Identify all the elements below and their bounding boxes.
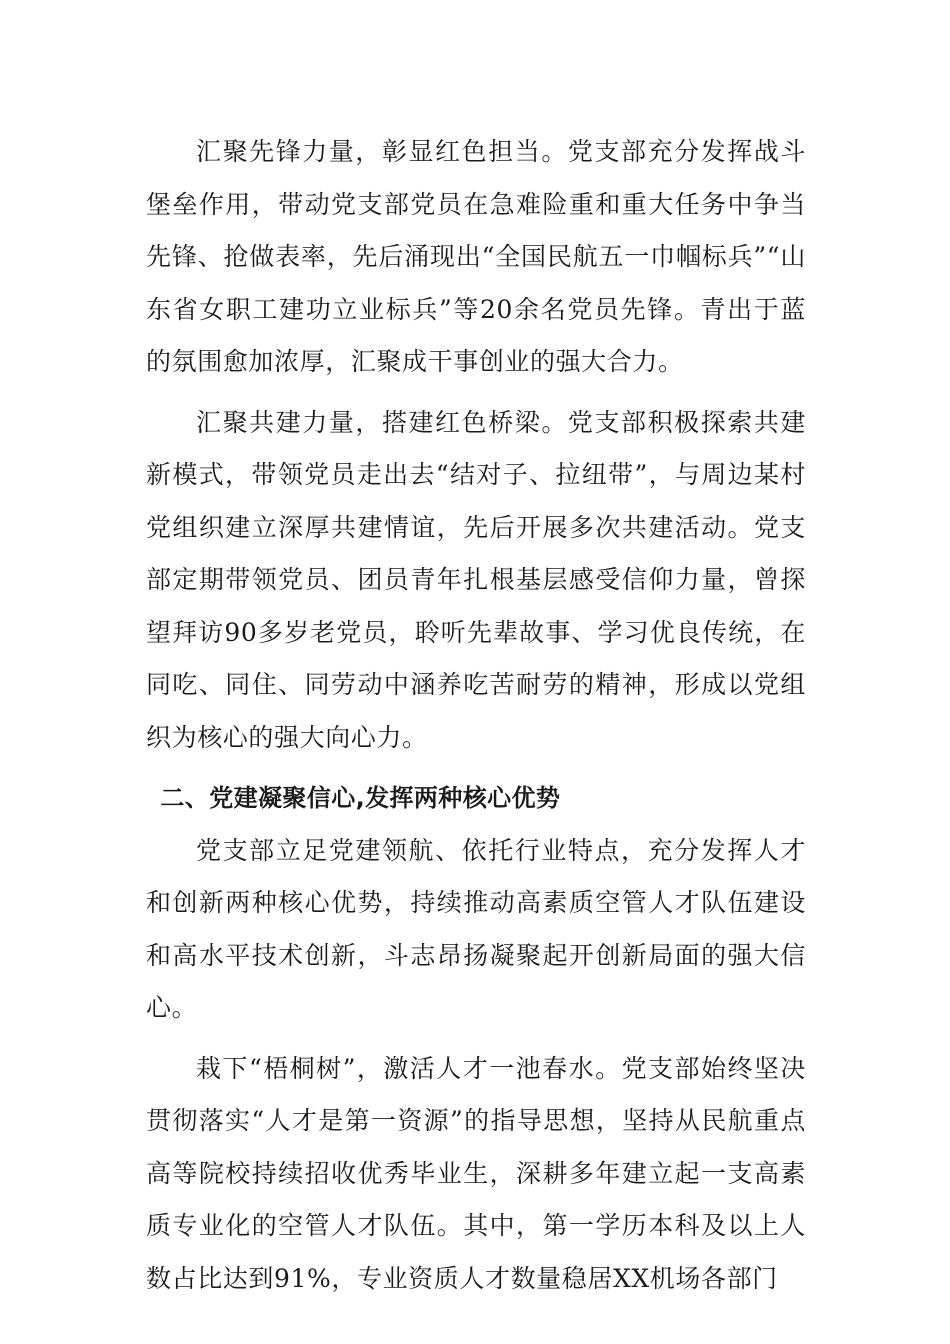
paragraph-talent: 栽下“梧桐树”，激活人才一池春水。党支部始终坚决贯彻落实“人才是第一资源”的指导思想，坚持从民航重点高等院校持续招收优秀毕业生，深耕多年建立起一支高素质专业化的空管人才队伍。其中，第一学历本科及以上人数占比达到91%，专业资质人才数量稳居XX机场各部门: [146, 1053, 806, 1293]
paragraph-joint-building: 汇聚共建力量，搭建红色桥梁。党支部积极探索共建新模式，带领党员走出去“结对子、拉纽带”，与周边某村党组织建立深厚共建情谊，先后开展多次共建活动。党支部定期带领党员、团员青年扎根基层感受信仰力量，曾探望拜访90多岁老党员，聆听先辈故事、学习优良传统，在同吃、同住、同劳动中涵养吃苦耐劳的精神，形成以党组织为核心的强大向心力。: [146, 407, 806, 752]
paragraph-pioneer-strength: 汇聚先锋力量，彰显红色担当。党支部充分发挥战斗堡垒作用，带动党支部党员在急难险重和重大任务中争当先锋、抢做表率，先后涌现出“全国民航五一巾帼标兵”“山东省女职工建功立业标兵”等20余名党员先锋。青出于蓝的氛围愈加浓厚，汇聚成干事创业的强大合力。: [146, 137, 806, 376]
section-heading: 二、党建凝聚信心,发挥两种核心优势: [160, 784, 561, 812]
paragraph-section-intro: 党支部立足党建领航、依托行业特点，充分发挥人才和创新两种核心优势，持续推动高素质空管人才队伍建设和高水平技术创新，斗志昂扬凝聚起开创新局面的强大信心。: [146, 835, 806, 1022]
document-page: [146, 126, 806, 1305]
